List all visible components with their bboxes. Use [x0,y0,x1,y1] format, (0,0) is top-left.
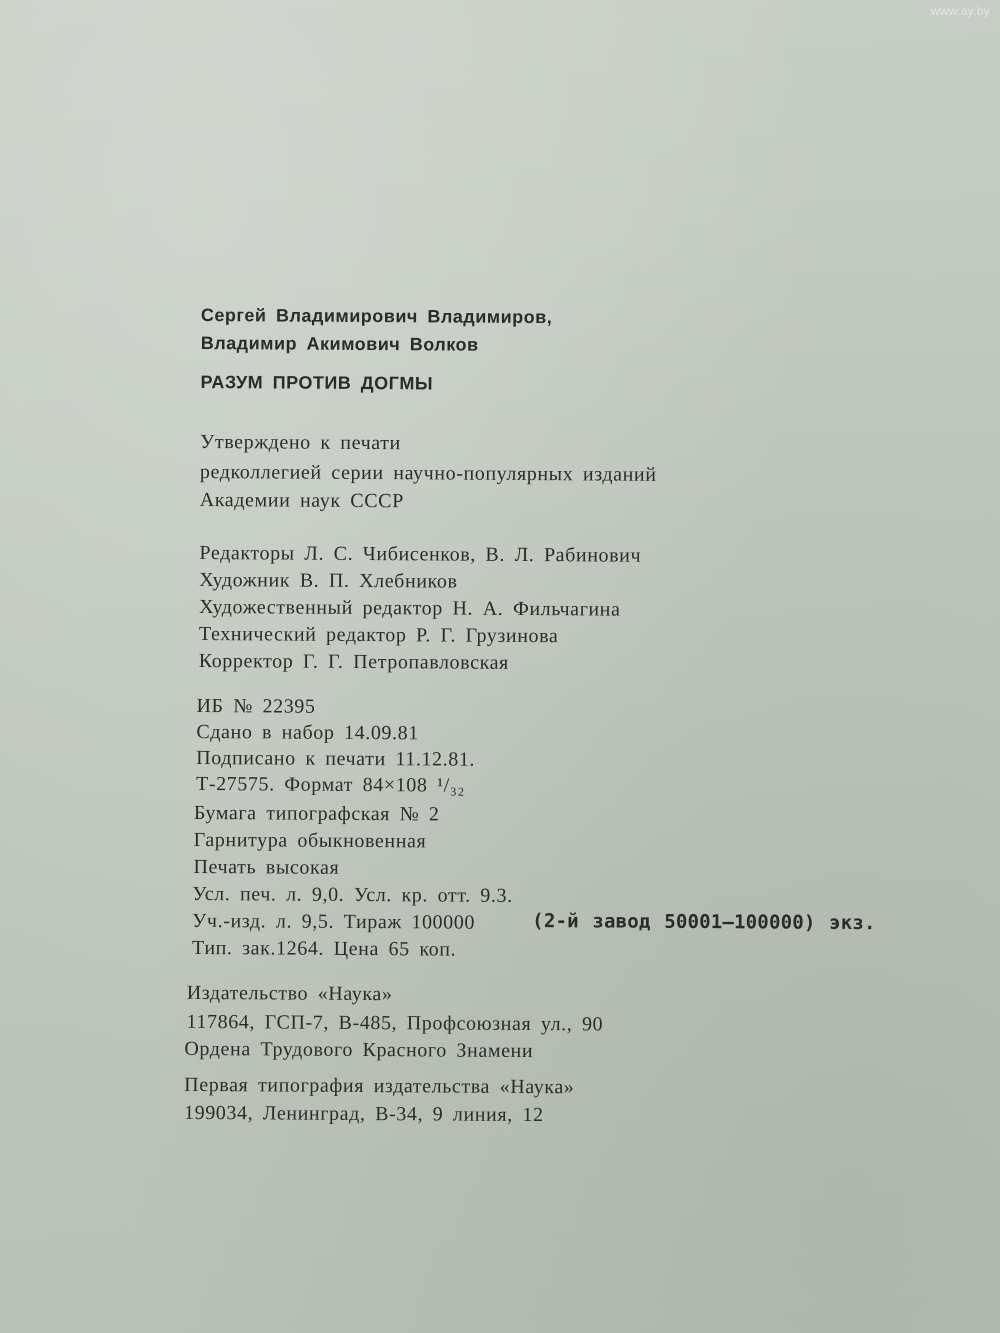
publisher-line: Издательство «Наука» [186,981,393,1006]
publisher-line: 117864, ГСП-7, В-485, Профсоюзная ул., 90 [186,1010,604,1036]
print-run-stamp: (2-й завод 50001—100000) экз. [532,910,876,935]
imprint-line: Подписано к печати 11.12.81. [196,746,476,771]
credit-line: Художник В. П. Хлебников [199,569,458,593]
imprint-line: ИБ № 22395 [196,694,316,718]
imprint-line: Печать высокая [193,855,340,879]
credit-line: Художественный редактор Н. А. Фильчагина [199,596,621,621]
author-line: Сергей Владимирович Владимиров, [200,305,553,328]
watermark: www.ay.by [930,4,990,18]
imprint-line: Сдано в набор 14.09.81 [196,720,419,745]
publisher-line: Ордена Трудового Красного Знамени [184,1037,534,1063]
imprint-line: Усл. печ. л. 9,0. Усл. кр. отт. 9.3. [192,882,513,907]
approval-line: редколлегией серии научно-популярных изданий [199,461,657,486]
imprint-line: Гарнитура обыкновенная [193,828,427,853]
imprint-line: Тип. зак.1264. Цена 65 коп. [191,936,457,961]
publisher-line: 199034, Ленинград, В-34, 9 линия, 12 [183,1101,544,1127]
publisher-line: Первая типография издательства «Наука» [184,1073,575,1099]
author-line: Владимир Акимович Волков [200,333,479,355]
imprint-line: Бумага типографская № 2 [193,801,440,826]
imprint-line: Уч.-изд. л. 9,5. Тираж 100000 [192,909,476,934]
approval-line: Утверждено к печати [200,431,401,455]
credit-line: Корректор Г. Г. Петропавловская [198,649,509,674]
credit-line: Редакторы Л. С. Чибисенков, В. Л. Рабинович [199,542,642,567]
approval-line: Академии наук СССР [199,489,404,513]
credit-line: Технический редактор Р. Г. Грузинова [198,623,559,648]
book-title: РАЗУМ ПРОТИВ ДОГМЫ [200,372,434,394]
imprint-line: Т-27575. Формат 84×108 ¹/₃₂ [195,772,466,797]
